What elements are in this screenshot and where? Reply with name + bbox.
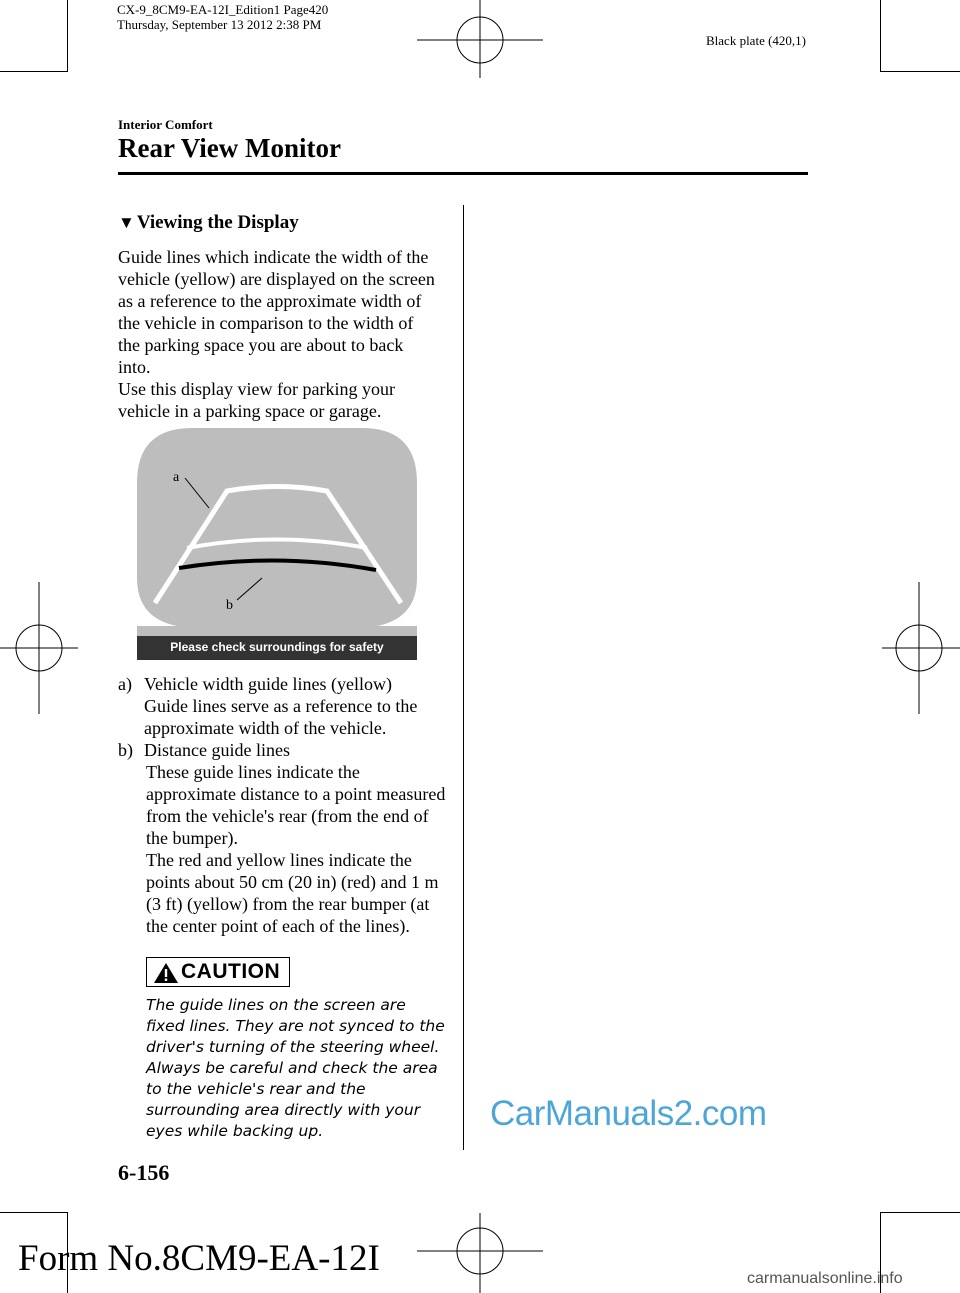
rear-view-display-figure xyxy=(137,428,417,660)
subheading-text: Viewing the Display xyxy=(136,212,299,233)
legend-item-title: Distance guide lines xyxy=(144,740,290,760)
column-divider xyxy=(463,205,464,1150)
legend-list xyxy=(118,673,448,937)
plate-line-2: Thursday, September 13 2012 2:38 PM xyxy=(117,17,322,32)
legend-item-title: Vehicle width guide lines (yellow) xyxy=(144,674,392,694)
title-rule xyxy=(118,172,808,175)
registration-target-left-icon xyxy=(0,578,80,718)
page-number: 6-156 xyxy=(118,1160,170,1185)
caution-label-box xyxy=(146,957,290,987)
intro-paragraph-1: Guide lines which indicate the width of the vehicle (yellow) are displayed on the screen as a reference to the approximate width of the vehicle in comparison to the width of the parking space you are about to back into. xyxy=(118,247,435,377)
intro-text xyxy=(118,246,438,422)
registration-target-right-icon xyxy=(880,578,960,718)
plate-line-1: CX-9_8CM9-EA-12I_Edition1 Page420 xyxy=(117,2,329,17)
black-plate-label: Black plate (420,1) xyxy=(706,33,806,48)
footer-site: carmanualsonline.info xyxy=(747,1270,903,1287)
triangle-down-icon: ▼ xyxy=(118,213,135,232)
legend-item-text: Guide lines serve as a reference to the approximate width of the vehicle. xyxy=(144,696,418,738)
page-title: Rear View Monitor xyxy=(118,133,341,163)
legend-item-label: a) xyxy=(118,674,132,694)
section-label: Interior Comfort xyxy=(118,117,213,132)
plate-info xyxy=(117,2,328,32)
caution-label: CAUTION xyxy=(181,960,281,983)
form-number: Form No.8CM9-EA-12I xyxy=(18,1238,380,1279)
registration-target-bottom-icon xyxy=(410,1213,550,1293)
legend-item-a xyxy=(118,673,448,739)
registration-target-top-icon xyxy=(410,0,550,80)
watermark-logo: CarManuals2.com xyxy=(490,1094,767,1133)
legend-item-text: These guide lines indicate the approximate distance to a point measured from the vehicle's rear (from the end of the bumper). xyxy=(146,762,446,848)
legend-item-text-2: The red and yellow lines indicate the points about 50 cm (20 in) (red) and 1 m (3 ft) (yellow) from the rear bumper (at the center point of each of the lines). xyxy=(146,850,439,936)
intro-paragraph-2: Use this display view for parking your vehicle in a parking space or garage. xyxy=(118,379,395,421)
caution-text: The guide lines on the screen are fixed lines. They are not synced to the driver's turning of the steering wheel. Always be careful and check the area to the vehicle's rear and the surrounding area directly with your eyes while backing up. xyxy=(146,996,445,1140)
figure-label-a: a xyxy=(173,470,180,485)
legend-item-b xyxy=(118,739,448,937)
monitor-screen-illustration xyxy=(137,428,417,660)
subheading xyxy=(118,212,299,234)
legend-item-label: b) xyxy=(118,740,133,760)
warning-triangle-icon xyxy=(153,962,179,984)
figure-label-b: b xyxy=(226,598,233,613)
figure-banner: Please check surroundings for safety xyxy=(170,640,384,654)
